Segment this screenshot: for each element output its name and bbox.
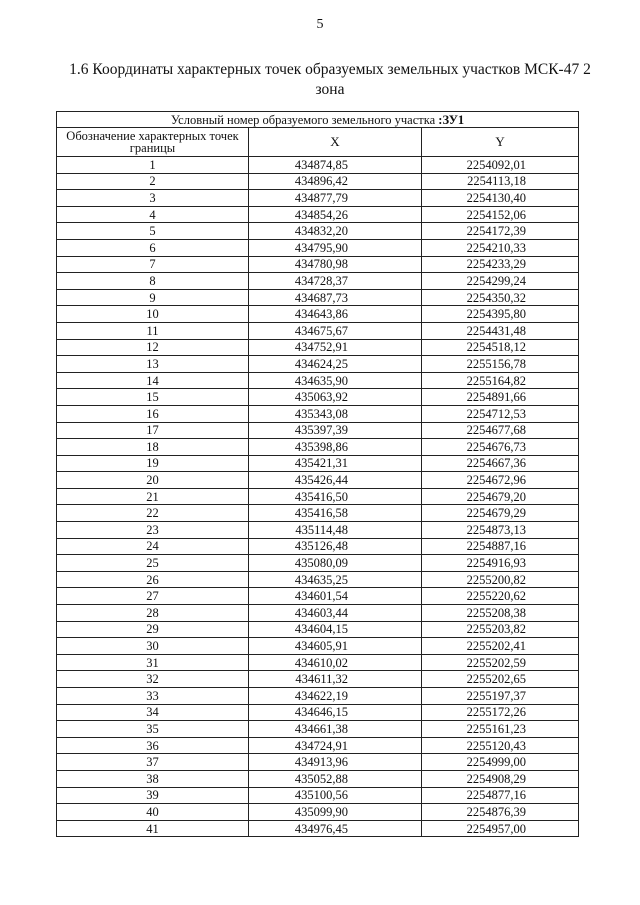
table-row [57, 289, 579, 306]
y-coordinate-cell: 2254999,00 [422, 754, 579, 771]
point-number-cell: 21 [57, 488, 249, 505]
table-row [57, 405, 579, 422]
y-coordinate-cell: 2254092,01 [422, 157, 579, 174]
x-coordinate-cell: 434643,86 [249, 306, 422, 323]
x-coordinate-cell: 435416,50 [249, 488, 422, 505]
y-coordinate-cell: 2254667,36 [422, 455, 579, 472]
point-number-cell: 7 [57, 256, 249, 273]
table-row [57, 455, 579, 472]
x-coordinate-cell: 434622,19 [249, 688, 422, 705]
point-number-cell: 1 [57, 157, 249, 174]
y-coordinate-cell: 2254887,16 [422, 538, 579, 555]
coordinates-table [56, 111, 579, 837]
table-row [57, 754, 579, 771]
table-row [57, 322, 579, 339]
point-number-cell: 11 [57, 322, 249, 339]
table-row [57, 505, 579, 522]
point-number-cell: 29 [57, 621, 249, 638]
y-coordinate-cell: 2254916,93 [422, 555, 579, 572]
x-coordinate-cell: 434913,96 [249, 754, 422, 771]
point-number-cell: 10 [57, 306, 249, 323]
table-row [57, 820, 579, 837]
y-coordinate-cell: 2254712,53 [422, 405, 579, 422]
point-number-cell: 25 [57, 555, 249, 572]
y-coordinate-cell: 2254152,06 [422, 206, 579, 223]
y-coordinate-cell: 2254518,12 [422, 339, 579, 356]
table-row [57, 704, 579, 721]
table-row [57, 787, 579, 804]
x-coordinate-cell: 434687,73 [249, 289, 422, 306]
table-row [57, 671, 579, 688]
x-coordinate-cell: 435398,86 [249, 439, 422, 456]
y-coordinate-cell: 2254233,29 [422, 256, 579, 273]
point-number-cell: 30 [57, 638, 249, 655]
table-row [57, 571, 579, 588]
x-coordinate-cell: 434896,42 [249, 173, 422, 190]
table-row [57, 688, 579, 705]
table-row [57, 605, 579, 622]
x-coordinate-cell: 435126,48 [249, 538, 422, 555]
point-number-cell: 8 [57, 273, 249, 290]
y-coordinate-cell: 2254113,18 [422, 173, 579, 190]
y-coordinate-cell: 2254299,24 [422, 273, 579, 290]
x-coordinate-cell: 434624,25 [249, 356, 422, 373]
point-number-cell: 33 [57, 688, 249, 705]
point-number-cell: 2 [57, 173, 249, 190]
y-coordinate-cell: 2255164,82 [422, 372, 579, 389]
section-heading [40, 60, 620, 100]
x-coordinate-cell: 434874,85 [249, 157, 422, 174]
point-number-cell: 34 [57, 704, 249, 721]
table-row [57, 356, 579, 373]
point-number-cell: 16 [57, 405, 249, 422]
y-coordinate-cell: 2254679,29 [422, 505, 579, 522]
point-number-cell: 4 [57, 206, 249, 223]
section-heading-line-1: 1.6 Координаты характерных точек образуемых земельных участков МСК-47 2 [69, 61, 591, 78]
y-coordinate-cell: 2254431,48 [422, 322, 579, 339]
y-coordinate-cell: 2254172,39 [422, 223, 579, 240]
x-coordinate-cell: 434601,54 [249, 588, 422, 605]
point-number-cell: 23 [57, 522, 249, 539]
y-coordinate-cell: 2255220,62 [422, 588, 579, 605]
table-row [57, 522, 579, 539]
y-coordinate-cell: 2254676,73 [422, 439, 579, 456]
y-coordinate-cell: 2254891,66 [422, 389, 579, 406]
y-coordinate-cell: 2254877,16 [422, 787, 579, 804]
point-number-cell: 12 [57, 339, 249, 356]
y-coordinate-cell: 2254350,32 [422, 289, 579, 306]
table-row [57, 372, 579, 389]
x-coordinate-cell: 435063,92 [249, 389, 422, 406]
table-row [57, 439, 579, 456]
x-coordinate-cell: 434635,90 [249, 372, 422, 389]
table-row [57, 223, 579, 240]
point-number-cell: 32 [57, 671, 249, 688]
table-row [57, 472, 579, 489]
y-coordinate-cell: 2254873,13 [422, 522, 579, 539]
table-row [57, 389, 579, 406]
x-coordinate-cell: 434877,79 [249, 190, 422, 207]
point-number-cell: 37 [57, 754, 249, 771]
y-coordinate-cell: 2254130,40 [422, 190, 579, 207]
y-coordinate-cell: 2254908,29 [422, 770, 579, 787]
table-row [57, 621, 579, 638]
table-row [57, 770, 579, 787]
point-number-cell: 27 [57, 588, 249, 605]
x-coordinate-cell: 434752,91 [249, 339, 422, 356]
table-row [57, 638, 579, 655]
table-row [57, 239, 579, 256]
y-coordinate-cell: 2255208,38 [422, 605, 579, 622]
x-coordinate-cell: 435099,90 [249, 804, 422, 821]
x-coordinate-cell: 434661,38 [249, 721, 422, 738]
table-row [57, 157, 579, 174]
x-coordinate-cell: 434976,45 [249, 820, 422, 837]
y-coordinate-cell: 2254395,80 [422, 306, 579, 323]
table-title-cell [57, 112, 579, 128]
table-row [57, 256, 579, 273]
table-row [57, 654, 579, 671]
land-plot-code: :ЗУ1 [438, 112, 465, 127]
x-coordinate-cell: 434605,91 [249, 638, 422, 655]
point-number-cell: 24 [57, 538, 249, 555]
x-coordinate-cell: 434854,26 [249, 206, 422, 223]
section-heading-line-2: зона [315, 81, 345, 98]
page-number: 5 [316, 17, 324, 32]
header-point-designation: Обозначение характерных точек границы [57, 128, 249, 157]
x-coordinate-cell: 435397,39 [249, 422, 422, 439]
point-number-cell: 40 [57, 804, 249, 821]
point-number-cell: 36 [57, 737, 249, 754]
y-coordinate-cell: 2255161,23 [422, 721, 579, 738]
y-coordinate-cell: 2254210,33 [422, 239, 579, 256]
table-row [57, 339, 579, 356]
x-coordinate-cell: 434724,91 [249, 737, 422, 754]
point-number-cell: 35 [57, 721, 249, 738]
x-coordinate-cell: 434646,15 [249, 704, 422, 721]
header-x: X [249, 128, 422, 157]
point-number-cell: 26 [57, 571, 249, 588]
x-coordinate-cell: 434675,67 [249, 322, 422, 339]
point-number-cell: 18 [57, 439, 249, 456]
point-number-cell: 5 [57, 223, 249, 240]
y-coordinate-cell: 2255202,59 [422, 654, 579, 671]
point-number-cell: 15 [57, 389, 249, 406]
x-coordinate-cell: 434780,98 [249, 256, 422, 273]
point-number-cell: 6 [57, 239, 249, 256]
y-coordinate-cell: 2255200,82 [422, 571, 579, 588]
point-number-cell: 14 [57, 372, 249, 389]
x-coordinate-cell: 435080,09 [249, 555, 422, 572]
x-coordinate-cell: 434603,44 [249, 605, 422, 622]
point-number-cell: 28 [57, 605, 249, 622]
table-row [57, 273, 579, 290]
y-coordinate-cell: 2254679,20 [422, 488, 579, 505]
table-row [57, 588, 579, 605]
point-number-cell: 38 [57, 770, 249, 787]
table-row [57, 737, 579, 754]
point-number-cell: 31 [57, 654, 249, 671]
y-coordinate-cell: 2255197,37 [422, 688, 579, 705]
table-row [57, 721, 579, 738]
point-number-cell: 17 [57, 422, 249, 439]
y-coordinate-cell: 2254957,00 [422, 820, 579, 837]
x-coordinate-cell: 435052,88 [249, 770, 422, 787]
x-coordinate-cell: 434635,25 [249, 571, 422, 588]
x-coordinate-cell: 435426,44 [249, 472, 422, 489]
point-number-cell: 3 [57, 190, 249, 207]
x-coordinate-cell: 434611,32 [249, 671, 422, 688]
x-coordinate-cell: 434728,37 [249, 273, 422, 290]
y-coordinate-cell: 2255156,78 [422, 356, 579, 373]
x-coordinate-cell: 435114,48 [249, 522, 422, 539]
table-row [57, 190, 579, 207]
table-row [57, 555, 579, 572]
y-coordinate-cell: 2254677,68 [422, 422, 579, 439]
table-row [57, 206, 579, 223]
table-row [57, 488, 579, 505]
table-title-text: Условный номер образуемого земельного участка [170, 112, 439, 127]
x-coordinate-cell: 434604,15 [249, 621, 422, 638]
x-coordinate-cell: 434610,02 [249, 654, 422, 671]
y-coordinate-cell: 2255172,26 [422, 704, 579, 721]
y-coordinate-cell: 2254672,96 [422, 472, 579, 489]
table-row [57, 306, 579, 323]
x-coordinate-cell: 435100,56 [249, 787, 422, 804]
table-row [57, 422, 579, 439]
y-coordinate-cell: 2255120,43 [422, 737, 579, 754]
point-number-cell: 20 [57, 472, 249, 489]
table-header-row [57, 128, 579, 157]
point-number-cell: 9 [57, 289, 249, 306]
y-coordinate-cell: 2255203,82 [422, 621, 579, 638]
x-coordinate-cell: 435343,08 [249, 405, 422, 422]
x-coordinate-cell: 435421,31 [249, 455, 422, 472]
table-row [57, 173, 579, 190]
table-title-row [57, 112, 579, 128]
y-coordinate-cell: 2255202,65 [422, 671, 579, 688]
y-coordinate-cell: 2254876,39 [422, 804, 579, 821]
point-number-cell: 19 [57, 455, 249, 472]
point-number-cell: 41 [57, 820, 249, 837]
point-number-cell: 13 [57, 356, 249, 373]
header-y: Y [422, 128, 579, 157]
x-coordinate-cell: 434795,90 [249, 239, 422, 256]
x-coordinate-cell: 435416,58 [249, 505, 422, 522]
y-coordinate-cell: 2255202,41 [422, 638, 579, 655]
point-number-cell: 22 [57, 505, 249, 522]
table-row [57, 804, 579, 821]
point-number-cell: 39 [57, 787, 249, 804]
table-row [57, 538, 579, 555]
x-coordinate-cell: 434832,20 [249, 223, 422, 240]
